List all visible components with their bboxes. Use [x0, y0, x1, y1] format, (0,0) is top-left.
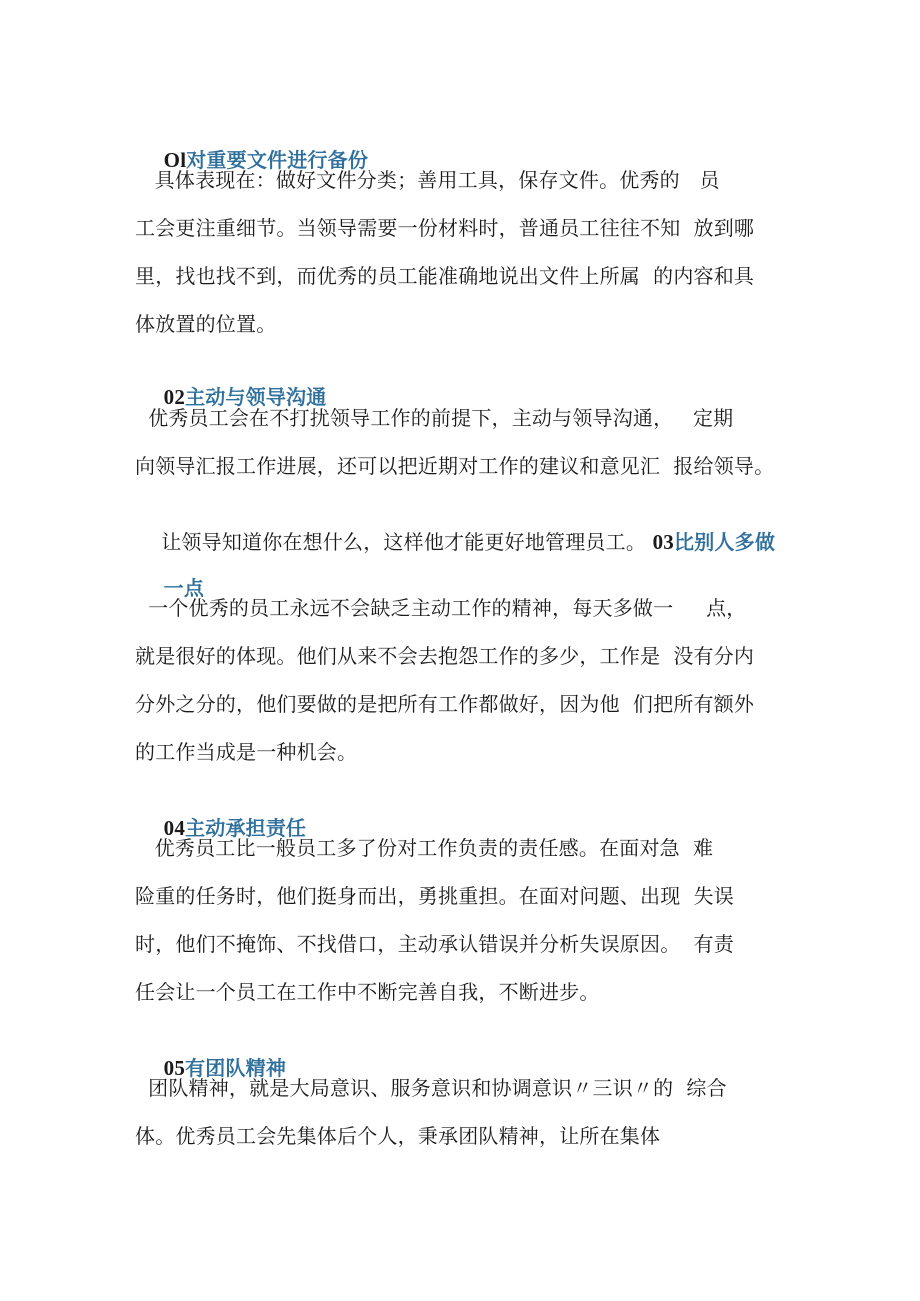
section-number: 03	[652, 530, 675, 554]
paragraph-line: 一个优秀的员工永远不会缺乏主动工作的精神，每天多做一 点，	[135, 596, 747, 620]
section-number: Ol	[163, 148, 187, 172]
paragraph-line: 具体表现在：做好文件分类；善用工具，保存文件。优秀的 员	[135, 168, 720, 192]
paragraph-line: 险重的任务时，他们挺身而出，勇挑重担。在面对问题、出现 失误	[135, 884, 734, 908]
section-number: 05	[163, 1056, 186, 1080]
paragraph-line: 分外之分的，他们要做的是把所有工作都做好，因为他 们把所有额外	[135, 692, 755, 716]
section-number: 04	[163, 816, 186, 840]
section-title: 主动与领导沟通	[185, 385, 327, 409]
section-title: 对重要文件进行备份	[186, 148, 369, 172]
paragraph-line-with-heading	[135, 500, 775, 584]
paragraph-line: 里，找也找不到，而优秀的员工能准确地说出文件上所属 的内容和具	[135, 264, 755, 288]
paragraph-line: 的工作当成是一种机会。	[135, 740, 358, 764]
section-title: 比别人多做	[674, 530, 776, 554]
paragraph-line: 时，他们不掩饰、不找借口，主动承认错误并分析失误原因。 有责	[135, 932, 734, 956]
paragraph-line: 就是很好的体现。他们从来不会去抱怨工作的多少，工作是 没有分内	[135, 644, 755, 668]
section-title: 主动承担责任	[185, 816, 307, 840]
paragraph-line: 任会让一个员工在工作中不断完善自我，不断进步。	[135, 980, 600, 1004]
paragraph-line: 优秀员工比一般员工多了份对工作负责的责任感。在面对急 难	[135, 836, 714, 860]
paragraph-line: 体。优秀员工会先集体后个人，秉承团队精神，让所在集体	[135, 1124, 661, 1148]
section-title: 一点	[163, 576, 205, 600]
section-title: 有团队精神	[185, 1056, 287, 1080]
section-number: 02	[163, 385, 186, 409]
paragraph-line: 工会更注重细节。当领导需要一份材料时，普通员工往往不知 放到哪	[135, 216, 755, 240]
paragraph-line: 体放置的位置。	[135, 312, 277, 336]
paragraph-text: 让领导知道你在想什么，这样他才能更好地管理员工。	[161, 530, 647, 554]
paragraph-line: 优秀员工会在不打扰领导工作的前提下，主动与领导沟通， 定期	[135, 406, 734, 430]
paragraph-line: 向领导汇报工作进展，还可以把近期对工作的建议和意见汇 报给领导。	[135, 454, 775, 478]
paragraph-line: 团队精神，就是大局意识、服务意识和协调意识〃三识〃的 综合	[135, 1076, 727, 1100]
